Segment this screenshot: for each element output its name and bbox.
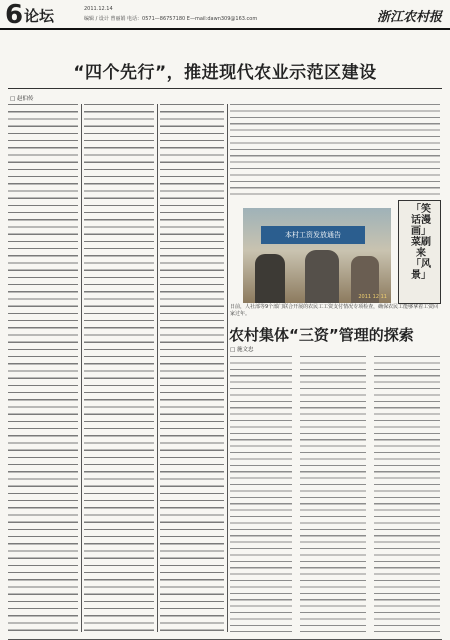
photo-person: [305, 250, 339, 303]
main-headline: “四个先行”，推进现代农业示范区建设: [73, 63, 377, 83]
second-article-column-2: [300, 356, 366, 632]
photo-caption: 日前，人社部等9个部门联合开展的农民工工资支付情况专项检查，确保农民工能够拿着工资回家过年。: [230, 304, 439, 317]
wage-notice-photo: [243, 208, 391, 303]
main-article-column-3: [160, 104, 224, 632]
main-byline: □ 赵伯传: [10, 96, 34, 102]
newspaper-brand: 浙江农村报: [376, 10, 442, 25]
headline-divider: [8, 88, 442, 89]
second-byline: □ 施文忠: [230, 347, 254, 353]
issue-date: 2011.12.14: [84, 6, 113, 12]
main-article-column-4: [230, 104, 440, 196]
page-number: 6: [5, 0, 24, 30]
editor-contact: 编辑 / 设计 曾丽娟 电话：0571—86757180 E—mail:dawn309@163.com: [84, 16, 258, 22]
second-article-column-3: [374, 356, 440, 632]
main-article-column-2: [84, 104, 154, 632]
column-divider: [81, 104, 82, 632]
sidebar-title: 「笑话漫画」菜刷来「风景」: [411, 204, 431, 281]
photo-person: [255, 254, 285, 303]
column-divider: [157, 104, 158, 632]
photo-sign: 本村工资发放通告: [261, 226, 365, 244]
main-article-column-1: [8, 104, 78, 632]
column-divider: [227, 104, 228, 632]
second-article-column-1: [230, 356, 292, 632]
photo-date-stamp: 2011 12 11: [358, 294, 387, 300]
section-title: 论坛: [24, 7, 55, 25]
page-header: [0, 0, 450, 30]
second-headline: 农村集体“三资”管理的探索: [229, 326, 414, 344]
